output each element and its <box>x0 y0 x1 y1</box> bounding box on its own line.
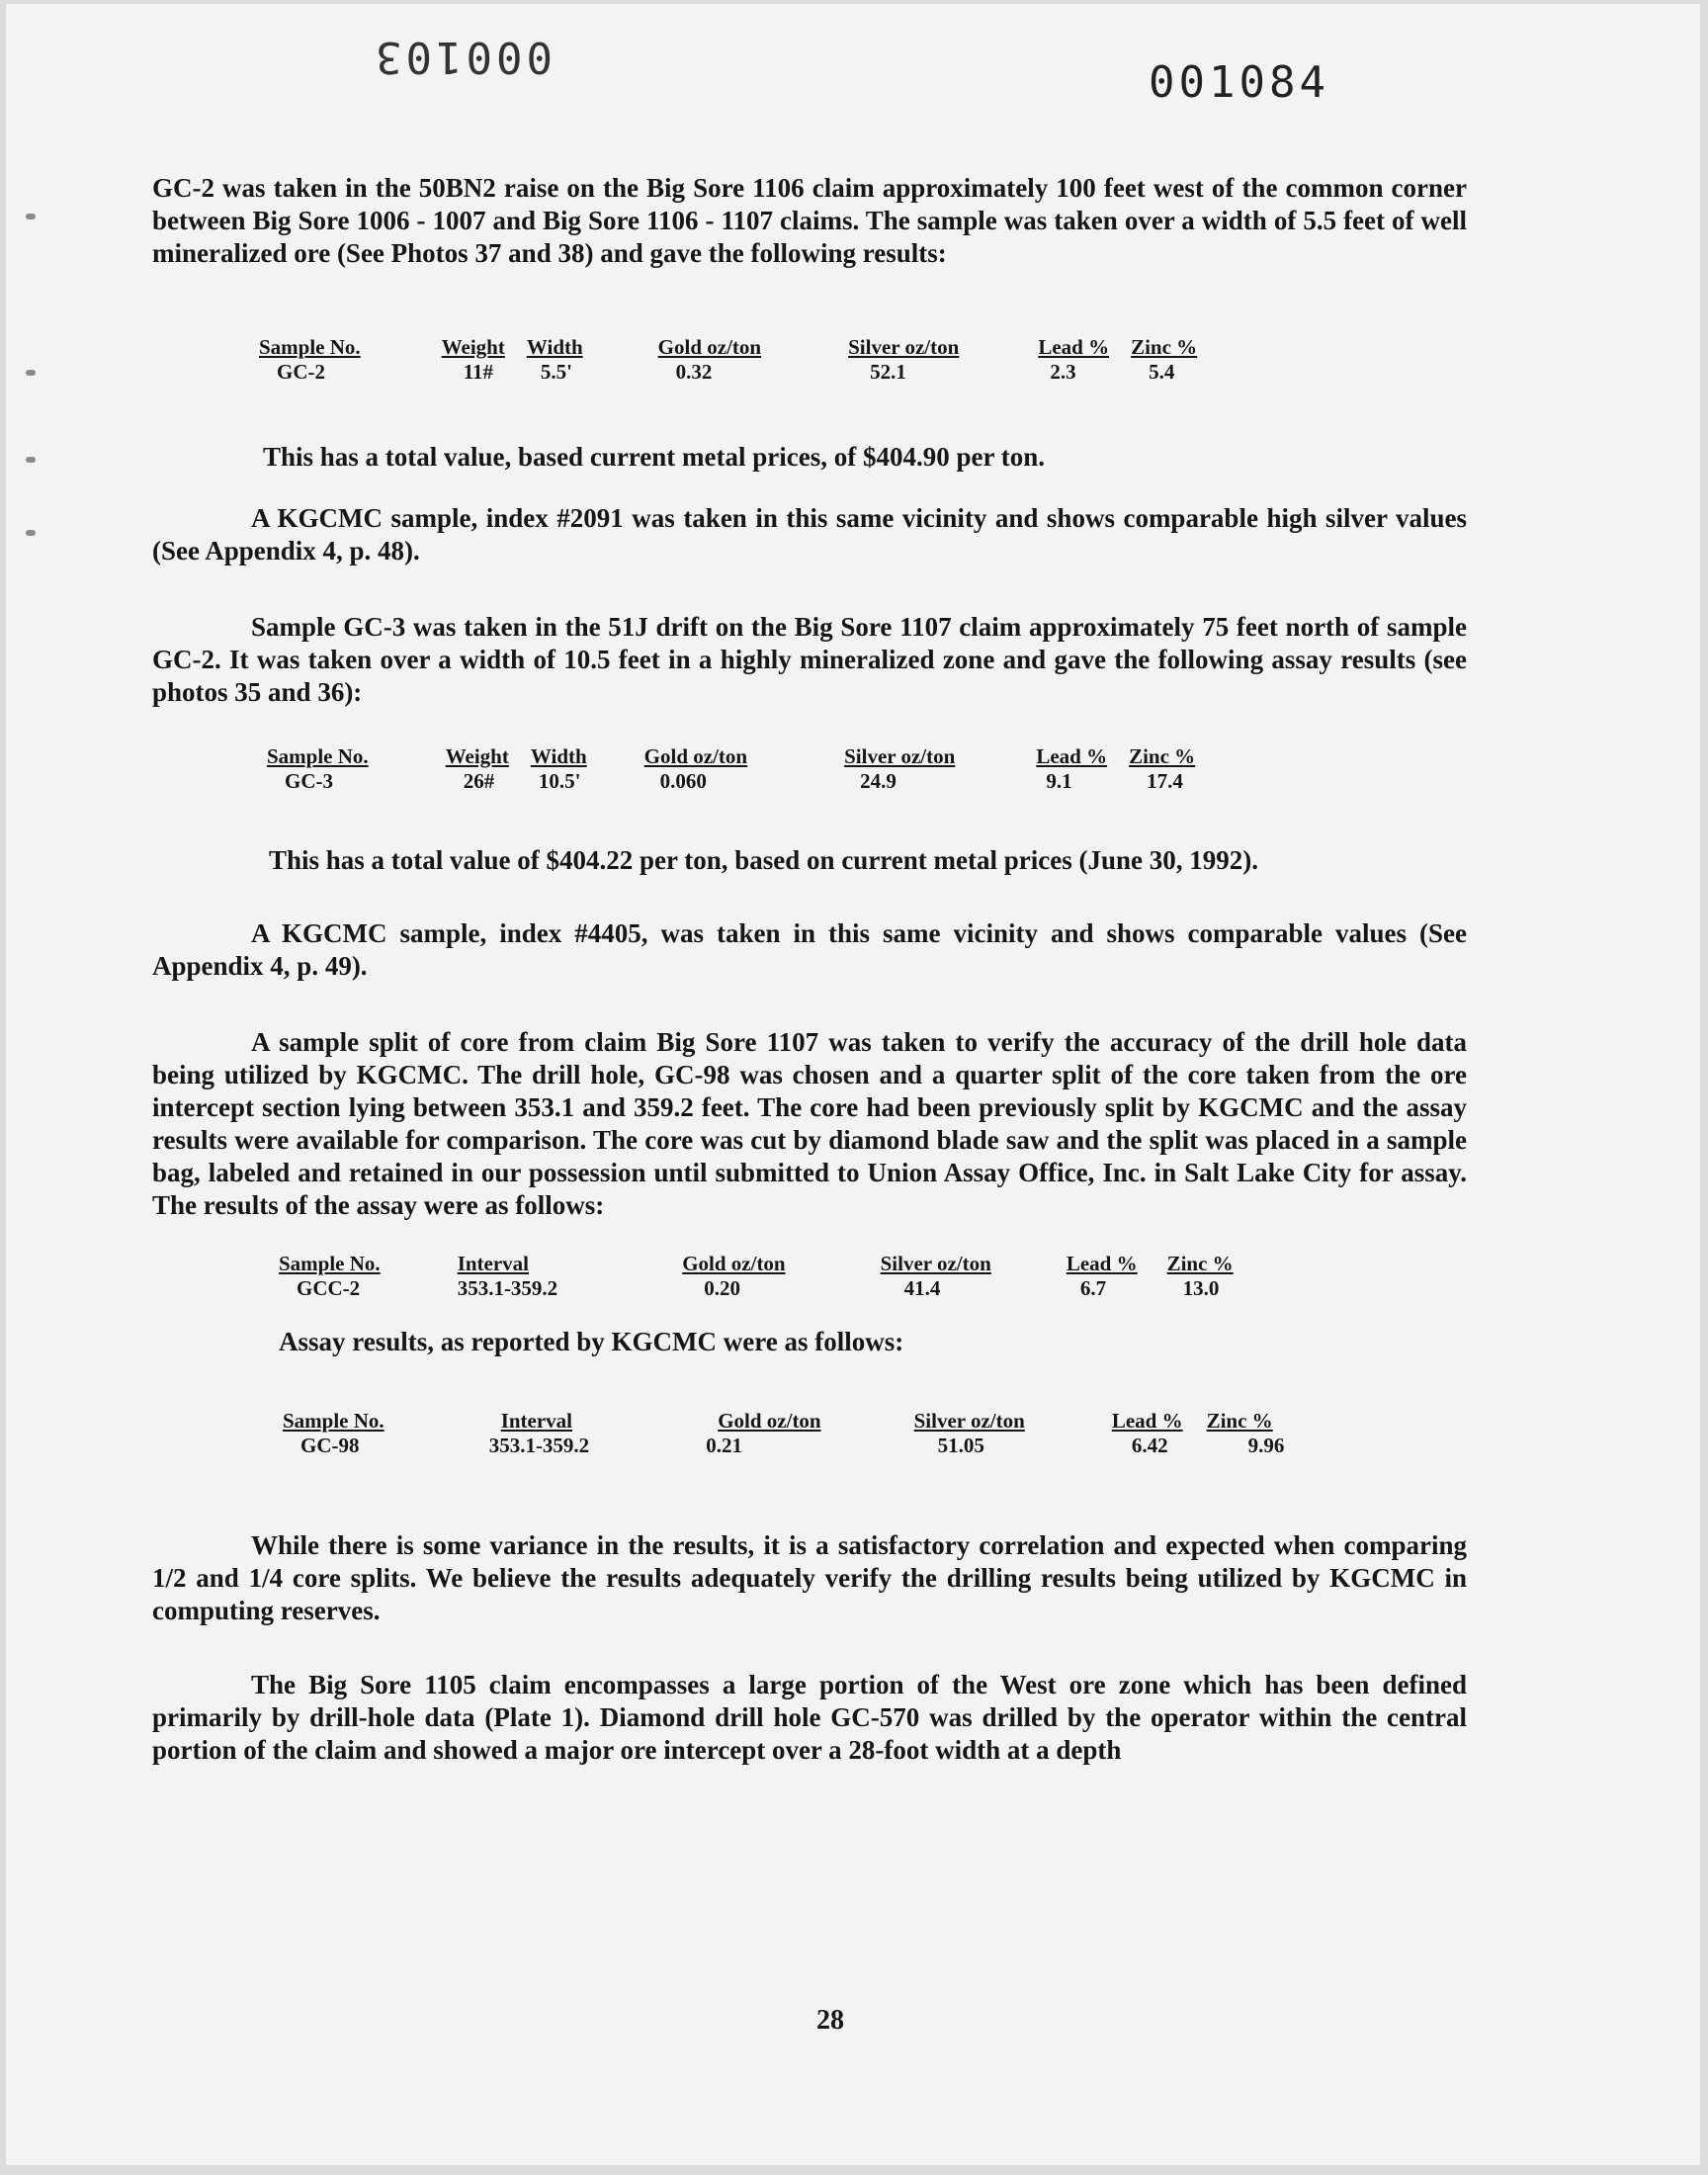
cell-sample: GC-98 <box>300 1434 360 1457</box>
cell-zinc: 9.96 <box>1247 1434 1285 1457</box>
header-interval: Interval <box>457 1252 530 1275</box>
assay-table-gc98 <box>283 1409 1302 1458</box>
header-sample-no: Sample No. <box>283 1409 384 1433</box>
header-sample-no: Sample No. <box>259 335 361 359</box>
stamp-top-left: 000103 <box>372 32 553 82</box>
header-gold: Gold oz/ton <box>682 1252 786 1275</box>
paragraph-kgcmc-2091: A KGCMC sample, index #2091 was taken in this same vicinity and shows comparable high silver values (See Appendix 4, p. 48). <box>152 503 1467 566</box>
assay-results-intro: Assay results, as reported by KGCMC were as follows: <box>279 1327 904 1356</box>
assay-table-gc2 <box>259 335 1215 385</box>
paragraph-core-split: A sample split of core from claim Big Sore 1107 was taken to verify the accuracy of the drill hole data being utilized by KGCMC. The drill hole, GC-98 was chosen and a quarter split of the core taken from the ore intercept section lying between 353.1 and 359.2 feet. The core had been previously split by KGCMC and the assay results were available for comparison. The core was cut by diamond blade saw and the split was placed in a sample bag, labeled and retained in our possession until submitted to Union Assay Office, Inc. in Salt Lake City for assay. The results of the assay were as follows: <box>152 1027 1467 1220</box>
cell-weight: 11# <box>463 360 494 384</box>
assay-table-gcc2 <box>279 1252 1251 1301</box>
page-body <box>152 172 1467 1767</box>
header-width: Width <box>530 744 587 768</box>
header-lead: Lead % <box>1111 1409 1183 1433</box>
cell-sample: GCC-2 <box>297 1276 361 1300</box>
header-gold: Gold oz/ton <box>718 1409 821 1433</box>
header-sample-no: Sample No. <box>267 744 369 768</box>
cell-interval: 353.1-359.2 <box>488 1434 590 1457</box>
header-zinc: Zinc % <box>1131 335 1198 359</box>
paragraph-big-sore-1105: The Big Sore 1105 claim encompasses a large portion of the West ore zone which has been defined primarily by drill-hole data (Plate 1). Diamond drill hole GC-570 was drilled by the operator within the central portion of the claim and showed a major ore intercept over a 28-foot width at a depth <box>152 1670 1467 1765</box>
total-value-gc2: This has a total value, based current metal prices, of $404.90 per ton. <box>263 442 1045 472</box>
cell-gold: 0.32 <box>675 360 713 384</box>
header-zinc: Zinc % <box>1129 744 1196 768</box>
assay-table-gc3 <box>267 744 1213 794</box>
header-silver: Silver oz/ton <box>844 744 956 768</box>
cell-lead: 9.1 <box>1046 769 1072 793</box>
paragraph-kgcmc-4405: A KGCMC sample, index #4405, was taken in this same vicinity and shows comparable values (See Appendix 4, p. 49). <box>152 918 1467 981</box>
cell-lead: 6.7 <box>1079 1276 1107 1300</box>
total-value-gc3: This has a total value of $404.22 per ton, based on current metal prices (June 30, 1992). <box>269 845 1258 875</box>
header-weight: Weight <box>445 744 509 768</box>
cell-weight: 26# <box>463 769 495 793</box>
header-silver: Silver oz/ton <box>880 1252 991 1275</box>
cell-width: 5.5' <box>540 360 572 384</box>
page-number: 28 <box>816 2005 844 2036</box>
cell-width: 10.5' <box>538 769 581 793</box>
scan-mark <box>26 530 36 536</box>
document-page <box>6 4 1700 2165</box>
paragraph-variance: While there is some variance in the results, it is a satisfactory correlation and expected when comparing 1/2 and 1/4 core splits. We believe the results adequately verify the drilling results being utilized by KGCMC in computing reserves. <box>152 1530 1467 1625</box>
stamp-top-right: 001084 <box>1149 57 1329 108</box>
header-width: Width <box>526 335 583 359</box>
cell-lead: 6.42 <box>1131 1434 1168 1457</box>
cell-gold: 0.21 <box>706 1434 742 1457</box>
cell-sample: GC-2 <box>277 360 325 384</box>
header-lead: Lead % <box>1038 335 1110 359</box>
header-zinc: Zinc % <box>1166 1252 1234 1275</box>
header-lead: Lead % <box>1066 1252 1138 1275</box>
header-silver: Silver oz/ton <box>848 335 960 359</box>
cell-gold: 0.20 <box>704 1276 740 1300</box>
header-gold: Gold oz/ton <box>643 744 748 768</box>
header-sample-no: Sample No. <box>279 1252 381 1275</box>
header-interval: Interval <box>500 1409 573 1433</box>
cell-zinc: 5.4 <box>1149 360 1175 384</box>
cell-silver: 52.1 <box>870 360 906 384</box>
cell-zinc: 13.0 <box>1182 1276 1220 1300</box>
header-zinc: Zinc % <box>1206 1409 1273 1433</box>
paragraph-gc3: Sample GC-3 was taken in the 51J drift on the Big Sore 1107 claim approximately 75 feet north of sample GC-2. It was taken over a width of 10.5 feet in a highly mineralized zone and gave the following assay results (see photos 35 and 36): <box>152 612 1467 707</box>
cell-lead: 2.3 <box>1050 360 1076 384</box>
header-gold: Gold oz/ton <box>657 335 762 359</box>
cell-silver: 51.05 <box>937 1434 984 1457</box>
cell-silver: 24.9 <box>860 769 897 793</box>
cell-sample: GC-3 <box>285 769 333 793</box>
scan-mark <box>26 457 36 463</box>
cell-interval: 353.1-359.2 <box>457 1276 558 1300</box>
scan-mark <box>26 370 36 376</box>
header-weight: Weight <box>441 335 505 359</box>
cell-silver: 41.4 <box>903 1276 941 1300</box>
header-silver: Silver oz/ton <box>913 1409 1025 1433</box>
header-lead: Lead % <box>1036 744 1108 768</box>
paragraph-gc2: GC-2 was taken in the 50BN2 raise on the Big Sore 1106 claim approximately 100 feet west of the common corner between Big Sore 1006 - 1007 and Big Sore 1106 - 1107 claims. The sample was taken over a width of 5.5 feet of well mineralized ore (See Photos 37 and 38) and gave the following results: <box>152 173 1467 268</box>
cell-gold: 0.060 <box>659 769 707 793</box>
cell-zinc: 17.4 <box>1147 769 1183 793</box>
scan-mark <box>26 214 36 219</box>
